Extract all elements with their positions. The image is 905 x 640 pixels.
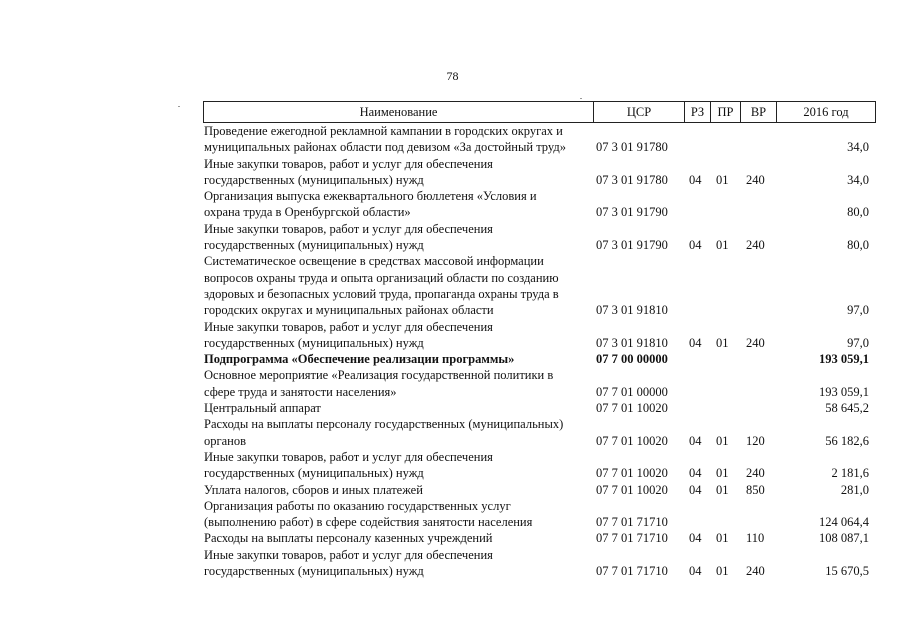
row-vr: 240 [746,564,765,579]
table-row [203,221,876,254]
row-csr: 07 3 01 91780 [596,172,668,187]
table-row [203,319,876,352]
row-vr: 240 [746,172,765,187]
header-vr: ВР [740,102,776,122]
row-csr: 07 7 01 10020 [596,482,668,497]
header-year: 2016 год [776,102,876,122]
row-rz: 04 [689,482,702,497]
row-pr: 01 [716,433,729,448]
row-pr: 01 [716,172,729,187]
row-name [204,319,589,352]
row-amount: 80,0 [847,205,869,220]
row-name-line: Подпрограмма «Обеспечение реализации программы» [204,352,515,367]
table-row [203,482,876,498]
row-vr: 850 [746,482,765,497]
row-name [204,221,589,254]
table-row [203,253,876,318]
row-amount: 108 087,1 [819,531,869,546]
row-name [204,498,589,531]
row-pr: 01 [716,466,729,481]
row-pr: 01 [716,482,729,497]
row-amount: 80,0 [847,238,869,253]
row-csr: 07 7 01 10020 [596,401,668,416]
row-csr: 07 7 01 00000 [596,384,668,399]
row-name-line: Уплата налогов, сборов и иных платежей [204,482,423,497]
page-number: 78 [446,69,459,83]
table-body [203,123,876,579]
row-name-line: городских округах и муниципальных районах области [204,303,494,318]
row-name-line: вопросов охраны труда и опыта организаций области по созданию [204,270,559,285]
row-name [204,188,589,221]
row-vr: 240 [746,466,765,481]
scan-speck [580,98,582,99]
row-amount: 56 182,6 [825,433,869,448]
row-amount: 124 064,4 [819,515,869,530]
row-name-line: государственных (муниципальных) нужд [204,335,424,350]
row-amount: 34,0 [847,140,869,155]
header-name: Наименование [203,102,593,122]
row-name-line: государственных (муниципальных) нужд [204,466,424,481]
header-pr: ПР [710,102,740,122]
row-name-line: муниципальных районах области под девизом «За достойный труд» [204,140,566,155]
row-name-line: Систематическое освещение в средствах массовой информации [204,254,544,269]
row-amount: 2 181,6 [831,466,869,481]
table-row [203,547,876,580]
row-name [204,530,589,546]
table-row [203,188,876,221]
row-rz: 04 [689,564,702,579]
row-name-line: Основное мероприятие «Реализация государственной политики в [204,368,554,383]
row-amount: 58 645,2 [825,401,869,416]
row-name-line: государственных (муниципальных) нужд [204,564,424,579]
row-amount: 281,0 [840,482,869,497]
budget-table [203,101,876,579]
scan-speck [178,106,180,107]
row-csr: 07 7 01 71710 [596,531,668,546]
table-row [203,156,876,189]
row-name [204,482,589,498]
row-name [204,416,589,449]
row-name-line: Организация работы по оказанию государственных услуг [204,498,511,513]
row-pr: 01 [716,531,729,546]
header-csr: ЦСР [593,102,684,122]
table-row [203,367,876,400]
row-pr: 01 [716,564,729,579]
table-row [203,530,876,546]
row-name-line: здоровых и безопасных условий труда, пропаганда охраны труда в [204,286,559,301]
row-name [204,547,589,580]
header-rz: РЗ [684,102,710,122]
table-row [203,400,876,416]
row-name [204,156,589,189]
row-name [204,400,589,416]
row-name-line: Проведение ежегодной рекламной кампании в городских округах и [204,124,563,138]
row-name [204,367,589,400]
table-header [203,101,876,123]
row-name [204,253,589,318]
row-name-line: Иные закупки товаров, работ и услуг для обеспечения [204,221,493,236]
row-name-line: сфере труда и занятости населения» [204,384,397,399]
table-row [203,416,876,449]
row-name-line: Иные закупки товаров, работ и услуг для обеспечения [204,449,493,464]
row-rz: 04 [689,335,702,350]
row-name-line: Центральный аппарат [204,401,321,416]
row-csr: 07 3 01 91810 [596,335,668,350]
row-amount: 193 059,1 [819,352,869,367]
row-csr: 07 7 01 10020 [596,433,668,448]
table-row [203,123,876,156]
row-amount: 193 059,1 [819,384,869,399]
row-vr: 240 [746,238,765,253]
row-amount: 15 670,5 [825,564,869,579]
row-name [204,449,589,482]
row-name-line: (выполнению работ) в сфере содействия занятости населения [204,515,533,530]
row-rz: 04 [689,433,702,448]
row-name-line: Расходы на выплаты персоналу государственных (муниципальных) [204,417,564,432]
row-rz: 04 [689,172,702,187]
row-name-line: органов [204,433,247,448]
row-name-line: государственных (муниципальных) нужд [204,172,424,187]
row-pr: 01 [716,335,729,350]
row-csr: 07 3 01 91790 [596,238,668,253]
row-pr: 01 [716,238,729,253]
table-row [203,498,876,531]
row-name-line: Расходы на выплаты персоналу казенных учреждений [204,531,493,546]
row-rz: 04 [689,531,702,546]
row-rz: 04 [689,466,702,481]
row-csr: 07 7 01 71710 [596,564,668,579]
row-csr: 07 7 01 10020 [596,466,668,481]
row-name-line: государственных (муниципальных) нужд [204,238,424,253]
row-csr: 07 3 01 91790 [596,205,668,220]
row-amount: 97,0 [847,303,869,318]
row-csr: 07 7 01 71710 [596,515,668,530]
row-amount: 34,0 [847,172,869,187]
row-name [204,123,589,156]
row-name-line: Иные закупки товаров, работ и услуг для обеспечения [204,156,493,171]
table-row [203,351,876,367]
row-rz: 04 [689,238,702,253]
table-row [203,449,876,482]
row-vr: 120 [746,433,765,448]
row-name-line: Организация выпуска ежеквартального бюллетеня «Условия и [204,189,537,204]
row-name-line: Иные закупки товаров, работ и услуг для обеспечения [204,319,493,334]
row-csr: 07 3 01 91780 [596,140,668,155]
row-vr: 110 [746,531,765,546]
row-name-line: Иные закупки товаров, работ и услуг для обеспечения [204,547,493,562]
row-name [204,351,589,367]
row-vr: 240 [746,335,765,350]
row-name-line: охрана труда в Оренбургской области» [204,205,411,220]
row-csr: 07 7 00 00000 [596,352,668,367]
row-csr: 07 3 01 91810 [596,303,668,318]
row-amount: 97,0 [847,335,869,350]
